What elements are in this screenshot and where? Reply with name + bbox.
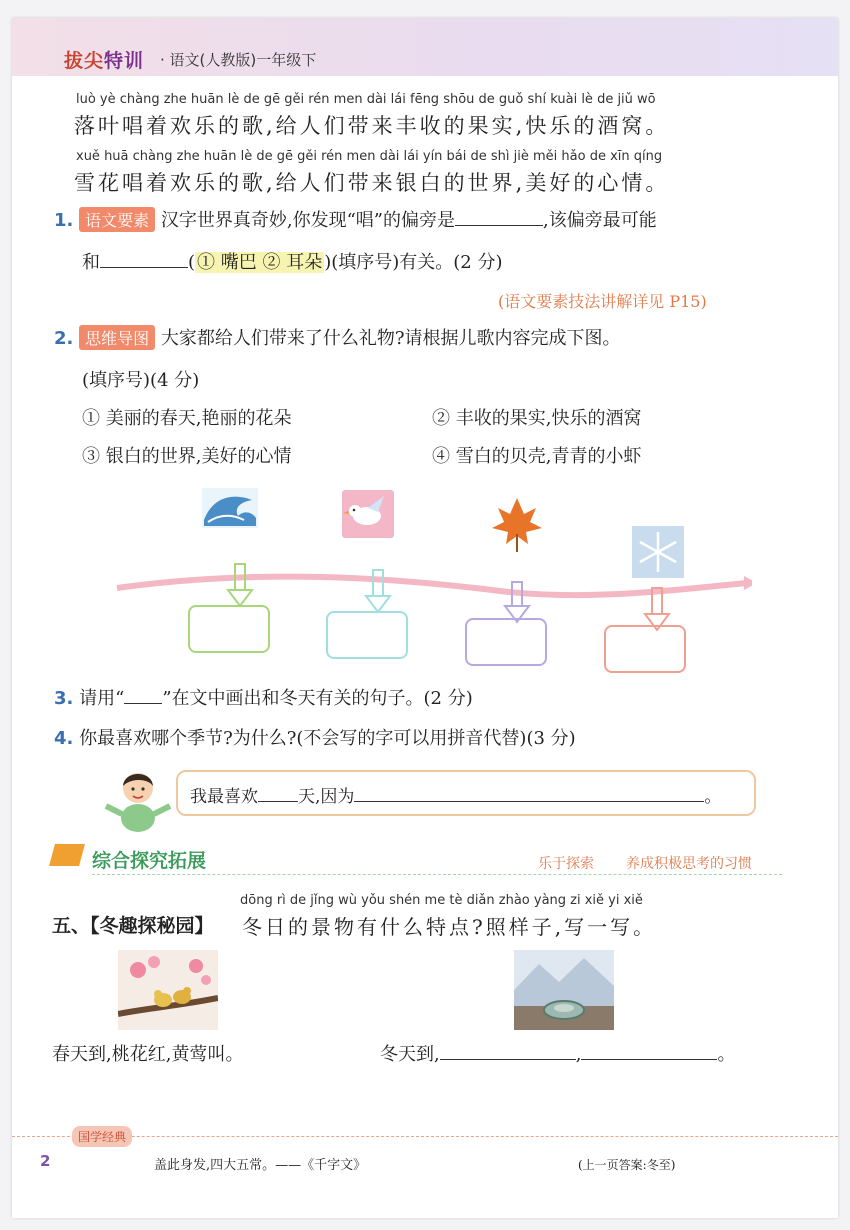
- worksheet-page: [12, 18, 838, 1218]
- footer-divider: [12, 1136, 838, 1137]
- question-1: 1. 语文要素 汉字世界真奇妙,你发现“唱”的偏旁是 ,该偏旁最可能: [54, 206, 657, 232]
- option-2: ② 丰收的果实,快乐的酒窝: [432, 408, 642, 429]
- timeline-arrowhead: [744, 576, 752, 590]
- section-title: 综合探究拓展: [92, 850, 207, 872]
- tag-mind-map: 思维导图: [79, 325, 155, 350]
- poem-line1-pinyin: luò yè chàng zhe huān lè de gē gěi rén men dài lái fēng shōu de guǒ shí kuài lè de jiǔ wō: [76, 92, 656, 107]
- footer-tag: 国学经典: [72, 1126, 132, 1147]
- book-subtitle: · 语文(人教版)一年级下: [160, 51, 317, 69]
- brand-logo: 拔尖特训: [64, 50, 145, 72]
- answer-blank[interactable]: [100, 249, 188, 268]
- answer-box-4[interactable]: [604, 625, 686, 673]
- previous-answer: (上一页答案:冬至): [578, 1158, 676, 1172]
- reason-blank[interactable]: [354, 783, 704, 802]
- spring-example: 春天到,桃花红,黄莺叫。: [52, 1044, 244, 1065]
- snowflake-icon: [632, 526, 684, 578]
- poem-line1: 落叶唱着欢乐的歌,给人们带来丰收的果实,快乐的酒窝。: [74, 114, 670, 138]
- winter-blank-1[interactable]: [440, 1041, 576, 1060]
- peach-blossom-birds-image: [118, 950, 218, 1030]
- options-highlight: ① 嘴巴 ② 耳朵: [197, 252, 323, 273]
- reference-note: (语文要素技法讲解详见 P15): [498, 292, 707, 311]
- wave-icon: [202, 488, 258, 528]
- bird-icon: [342, 490, 394, 538]
- page-header: [12, 18, 838, 76]
- classic-quote: 盖此身发,四大五常。——《千字文》: [154, 1158, 367, 1173]
- speech-bubble: 我最喜欢 天,因为 。: [176, 770, 756, 816]
- poem-line2: 雪花唱着欢乐的歌,给人们带来银白的世界,美好的心情。: [74, 171, 670, 195]
- winter-snake-image: [514, 950, 614, 1030]
- section-motto-b: 养成积极思考的习惯: [626, 856, 752, 872]
- underline-sample: [124, 685, 162, 704]
- question-3: 3. 请用“ ”在文中画出和冬天有关的句子。(2 分): [54, 684, 473, 710]
- answer-box-2[interactable]: [326, 611, 408, 659]
- answer-box-1[interactable]: [188, 605, 270, 653]
- option-1: ① 美丽的春天,艳丽的花朵: [82, 408, 292, 429]
- question-5-pinyin: dōng rì de jǐng wù yǒu shén me tè diǎn zhào yàng zi xiě yi xiě: [240, 893, 643, 908]
- question-5-text: 冬日的景物有什么特点?照样子,写一写。: [242, 915, 657, 939]
- question-2: 2. 思维导图 大家都给人们带来了什么礼物?请根据儿歌内容完成下图。: [54, 324, 621, 350]
- season-blank[interactable]: [258, 783, 298, 802]
- question-2-sub: (填序号)(4 分): [82, 370, 200, 391]
- winter-sentence: 冬天到, , 。: [380, 1040, 735, 1066]
- arrow-3: [505, 582, 529, 622]
- page-number: 2: [40, 1152, 51, 1170]
- tag-chinese-elements: 语文要素: [79, 207, 155, 232]
- question-4: 4. 你最喜欢哪个季节?为什么?(不会写的字可以用拼音代替)(3 分): [54, 728, 576, 749]
- arrow-1: [228, 564, 252, 606]
- maple-leaf-icon: [492, 498, 542, 552]
- answer-box-3[interactable]: [465, 618, 547, 666]
- section-motto-a: 乐于探索: [538, 856, 594, 872]
- section-icon: [49, 844, 85, 866]
- poem-line2-pinyin: xuě huā chàng zhe huān lè de gē gěi rén men dài lái yín bái de shì jiè měi hǎo de xīn qíng: [76, 149, 663, 164]
- boy-icon: [102, 760, 174, 832]
- question-5-label: 五、【冬趣探秘园】: [52, 915, 214, 937]
- option-3: ③ 银白的世界,美好的心情: [82, 446, 292, 467]
- answer-blank[interactable]: [455, 207, 543, 226]
- winter-blank-2[interactable]: [581, 1041, 717, 1060]
- option-4: ④ 雪白的贝壳,青青的小虾: [432, 446, 642, 467]
- question-1-line2: 和 ( ① 嘴巴 ② 耳朵 )(填序号)有关。(2 分): [82, 248, 503, 274]
- section-divider: [92, 874, 782, 875]
